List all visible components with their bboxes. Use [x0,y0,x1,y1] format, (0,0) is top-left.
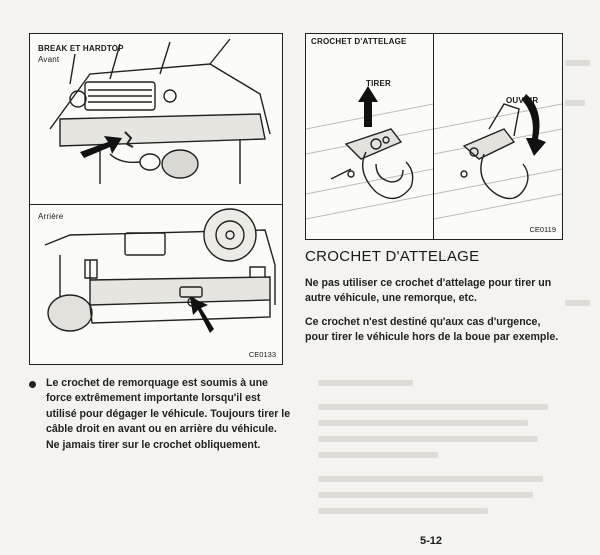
section-paragraph-1: Ne pas utiliser ce crochet d'attelage pour tirer un autre véhicule, une remorque, etc. [305,277,552,305]
figure-code: CE0119 [529,225,556,234]
page-number: 5-12 [420,535,443,547]
figure-title: CROCHET D'ATTELAGE [311,37,407,46]
rear-bumper-illustration [30,205,282,364]
open-label: OUVRIR [506,96,539,105]
arrow-icon [190,297,214,333]
front-bumper-illustration [30,34,282,204]
bullet-text-bold: Ne jamais [46,438,96,451]
bullet-paragraph [46,376,291,453]
figure-towing-points [29,33,283,365]
figure-code: CE0133 [248,350,276,359]
bullet-text-start: Le crochet de remorquage est soumis à une force extrêmement importante lorsqu'il est utilisé pour dégager le véhicule. Toujours tirer le câble droit en avant ou en arrière du véhicule. [46,377,291,436]
bullet-text-end: tirer sur le crochet obliquement. [95,438,261,451]
figure-tow-hook [305,33,563,240]
bullet-icon [29,381,36,388]
figure-label-model: BREAK ET HARDTOP [38,44,124,53]
section-paragraph-2: Ce crochet n'est destiné qu'aux cas d'urgence, pour tirer le véhicule hors de la boue par exemple. [305,316,559,344]
up-arrow-icon [358,86,378,127]
hook-open-illustration [434,34,562,239]
hook-closed-illustration [306,34,433,239]
section-title: CROCHET D'ATTELAGE [305,248,480,265]
pull-label: TIRER [366,79,391,88]
figure-label-front: Avant [38,55,60,64]
figure-label-rear: Arrière [38,212,64,221]
